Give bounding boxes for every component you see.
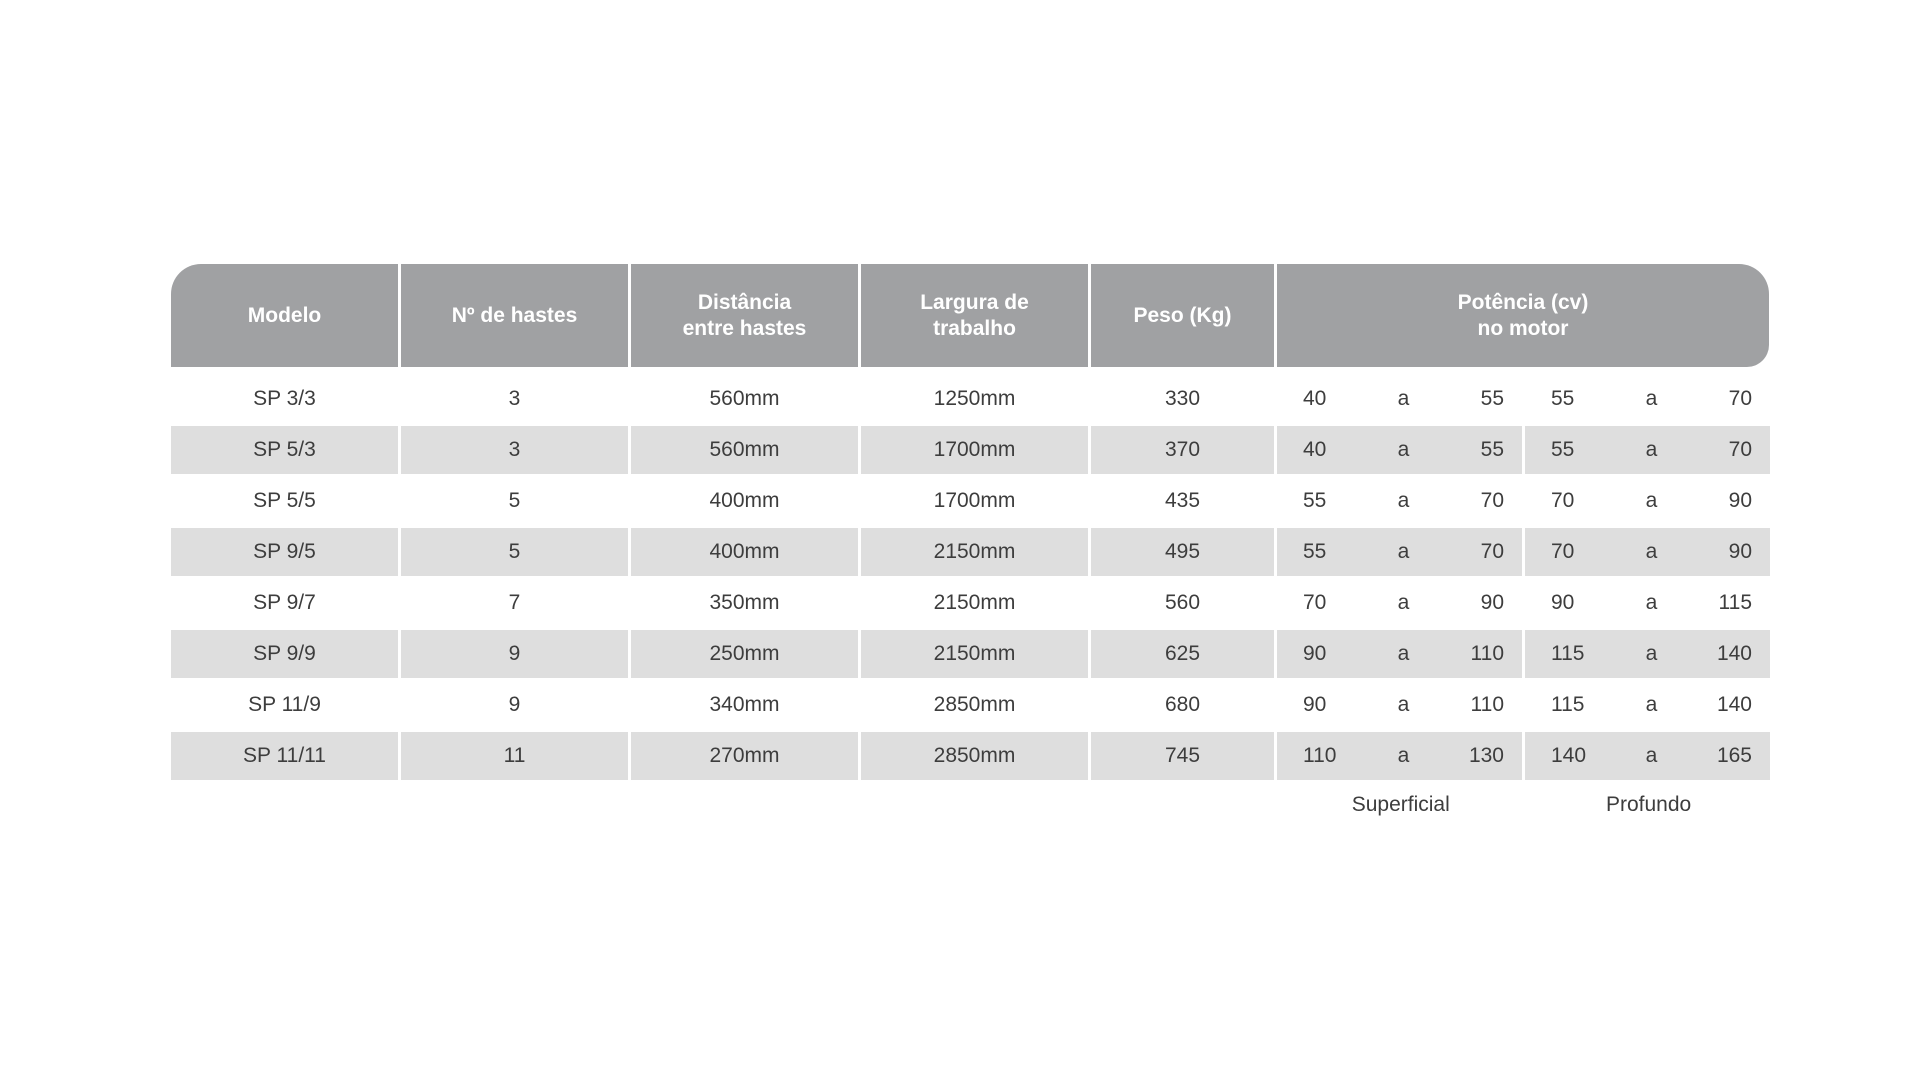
range-max: 70 [1480, 540, 1504, 563]
cell-profundo-range [1525, 681, 1770, 729]
cell-profundo-range [1525, 528, 1770, 576]
range-max: 110 [1470, 642, 1504, 665]
cell-peso: 370 [1091, 426, 1274, 474]
cell-profundo-range [1525, 732, 1770, 780]
range-separator: a [1397, 438, 1410, 461]
cell-distancia: 350mm [709, 591, 780, 614]
range-max: 90 [1728, 489, 1752, 512]
range-max: 110 [1470, 693, 1504, 716]
cell-hastes: 7 [508, 591, 521, 614]
cell-superficial-range [1277, 375, 1522, 423]
cell-largura: 1250mm [933, 387, 1016, 410]
range-separator: a [1645, 642, 1658, 665]
cell-distancia: 400mm [709, 489, 780, 512]
cell-modelo: SP 11/11 [171, 732, 398, 780]
range-max: 55 [1480, 387, 1504, 410]
cell-distancia: 560mm [709, 387, 780, 410]
cell-superficial-range [1277, 477, 1522, 525]
cell-profundo-range [1525, 630, 1770, 678]
cell-superficial-range [1277, 528, 1522, 576]
cell-hastes: 5 [508, 489, 521, 512]
cell-distancia: 340mm [709, 693, 780, 716]
table-row [171, 477, 1771, 525]
header-peso-label: Peso (Kg) [1133, 303, 1232, 327]
cell-largura: 2150mm [861, 630, 1088, 678]
range-separator: a [1645, 591, 1658, 614]
cell-modelo: SP 9/7 [253, 591, 316, 614]
range-min: 40 [1303, 438, 1327, 461]
range-max: 90 [1480, 591, 1504, 614]
table-header [171, 264, 1771, 367]
range-min: 55 [1303, 489, 1327, 512]
cell-superficial-range [1277, 681, 1522, 729]
range-separator: a [1397, 540, 1410, 563]
range-separator: a [1645, 489, 1658, 512]
range-max: 70 [1480, 489, 1504, 512]
header-distancia [631, 264, 858, 367]
header-hastes [401, 264, 628, 367]
header-potencia-line2: no motor [1477, 316, 1569, 340]
range-max: 140 [1716, 693, 1752, 716]
header-peso [1091, 264, 1274, 367]
range-max: 165 [1716, 744, 1752, 767]
cell-peso: 330 [1164, 387, 1201, 410]
cell-superficial-range [1277, 630, 1522, 678]
header-distancia-line1: Distância [697, 290, 792, 314]
range-min: 55 [1551, 387, 1575, 410]
range-min: 115 [1551, 693, 1585, 716]
range-separator: a [1397, 591, 1410, 614]
table-row [171, 681, 1771, 729]
table-row [171, 375, 1771, 423]
range-min: 90 [1551, 591, 1575, 614]
cell-modelo: SP 5/5 [253, 489, 316, 512]
range-min: 90 [1303, 642, 1327, 665]
cell-peso: 435 [1164, 489, 1201, 512]
range-max: 55 [1480, 438, 1504, 461]
cell-hastes: 11 [401, 732, 628, 780]
range-min: 110 [1303, 744, 1337, 767]
cell-superficial-range [1277, 732, 1522, 780]
cell-distancia: 400mm [631, 528, 858, 576]
spec-table [171, 264, 1771, 820]
table-footer [171, 790, 1771, 820]
range-min: 115 [1551, 642, 1585, 665]
header-modelo [171, 264, 398, 367]
cell-superficial-range [1277, 426, 1522, 474]
cell-largura: 2850mm [933, 693, 1016, 716]
header-largura [861, 264, 1088, 367]
cell-peso: 560 [1164, 591, 1201, 614]
cell-profundo-range [1525, 375, 1770, 423]
cell-distancia: 270mm [631, 732, 858, 780]
cell-largura: 1700mm [861, 426, 1088, 474]
range-separator: a [1397, 744, 1410, 767]
header-largura-line1: Largura de [920, 290, 1029, 314]
range-separator: a [1397, 387, 1410, 410]
table-body [171, 375, 1771, 780]
cell-profundo-range [1525, 426, 1770, 474]
table-row [171, 732, 1771, 780]
range-max: 70 [1728, 438, 1752, 461]
cell-modelo: SP 3/3 [253, 387, 316, 410]
range-separator: a [1645, 387, 1658, 410]
cell-distancia: 250mm [631, 630, 858, 678]
cell-peso: 745 [1091, 732, 1274, 780]
range-separator: a [1397, 489, 1410, 512]
range-min: 55 [1303, 540, 1327, 563]
cell-hastes: 9 [401, 630, 628, 678]
range-max: 130 [1468, 744, 1504, 767]
range-min: 70 [1303, 591, 1327, 614]
range-max: 70 [1728, 387, 1752, 410]
cell-modelo: SP 11/9 [248, 693, 321, 716]
cell-hastes: 3 [508, 387, 521, 410]
cell-hastes: 3 [401, 426, 628, 474]
table-row [171, 528, 1771, 576]
cell-hastes: 9 [508, 693, 521, 716]
cell-profundo-range [1525, 477, 1770, 525]
table-row [171, 630, 1771, 678]
cell-modelo: SP 9/5 [171, 528, 398, 576]
cell-hastes: 5 [401, 528, 628, 576]
cell-modelo: SP 9/9 [171, 630, 398, 678]
header-hastes-label: Nº de hastes [451, 303, 578, 327]
range-separator: a [1397, 642, 1410, 665]
cell-peso: 625 [1091, 630, 1274, 678]
cell-largura: 2150mm [933, 591, 1016, 614]
cell-profundo-range [1525, 579, 1770, 627]
cell-peso: 680 [1164, 693, 1201, 716]
range-max: 140 [1716, 642, 1752, 665]
range-max: 115 [1718, 591, 1752, 614]
header-potencia [1277, 264, 1769, 367]
cell-peso: 495 [1091, 528, 1274, 576]
range-min: 70 [1551, 540, 1575, 563]
cell-largura: 2150mm [861, 528, 1088, 576]
range-min: 90 [1303, 693, 1327, 716]
range-min: 140 [1551, 744, 1587, 767]
range-separator: a [1397, 693, 1410, 716]
footer-spacer [171, 790, 1275, 820]
footer-profundo-label: Profundo [1605, 793, 1692, 816]
table-row [171, 426, 1771, 474]
cell-modelo: SP 5/3 [171, 426, 398, 474]
footer-superficial-label: Superficial [1351, 793, 1450, 816]
header-distancia-line2: entre hastes [682, 316, 807, 340]
range-separator: a [1645, 744, 1658, 767]
range-min: 70 [1551, 489, 1575, 512]
range-max: 90 [1728, 540, 1752, 563]
cell-largura: 2850mm [861, 732, 1088, 780]
range-separator: a [1645, 693, 1658, 716]
header-modelo-label: Modelo [247, 303, 322, 327]
range-separator: a [1645, 438, 1658, 461]
header-potencia-line1: Potência (cv) [1457, 290, 1589, 314]
cell-distancia: 560mm [631, 426, 858, 474]
range-min: 55 [1551, 438, 1575, 461]
cell-largura: 1700mm [933, 489, 1016, 512]
range-separator: a [1645, 540, 1658, 563]
table-row [171, 579, 1771, 627]
header-largura-line2: trabalho [933, 316, 1016, 340]
range-min: 40 [1303, 387, 1327, 410]
cell-superficial-range [1277, 579, 1522, 627]
